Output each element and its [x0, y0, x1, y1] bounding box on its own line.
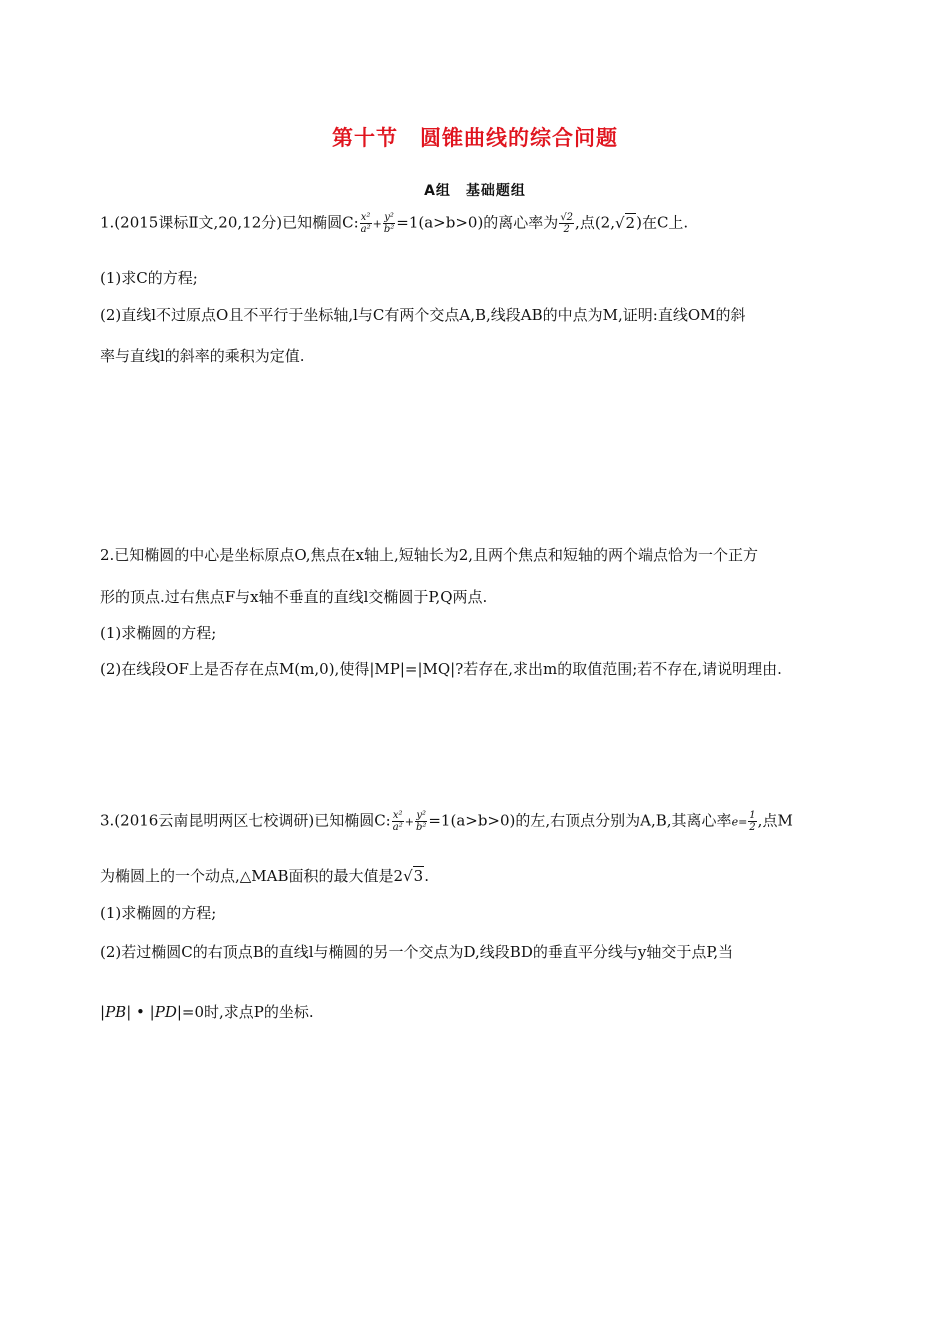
- q1-part1: (1)求C的方程;: [100, 269, 198, 287]
- q1-frac-x-num: x²: [360, 212, 371, 223]
- q1-ecc: [559, 212, 574, 235]
- q1-prefix: 1.(2015课标Ⅱ文,20,12分)已知椭圆C:: [100, 213, 359, 232]
- q2-line2: 形的顶点.过右焦点F与x轴不垂直的直线l交椭圆于P,Q两点.: [100, 588, 488, 606]
- q3-e-frac: [748, 810, 756, 833]
- q3-vector-condition: [100, 1002, 314, 1022]
- q2-part2: (2)在线段OF上是否存在点M(m,0),使得|MP|=|MQ|?若存在,求出m的取值范围;若不存在,请说明理由.: [100, 660, 782, 678]
- q3-e-den: 2: [749, 822, 756, 833]
- q3-line2: [100, 866, 429, 886]
- q1-part2-line1: (2)直线l不过原点O且不平行于坐标轴,l与C有两个交点A,B,线段AB的中点为M,证明:直线OM的斜: [100, 306, 746, 324]
- q1-ecc-num: √2: [560, 212, 574, 223]
- q1-suffix: )在C上.: [636, 213, 689, 232]
- q3-suffix: ,点M: [757, 811, 793, 830]
- q1-frac-x: [360, 212, 372, 235]
- q3-stem: [100, 810, 793, 833]
- q1-frac-y: [383, 212, 395, 235]
- q3-line2-suffix: .: [424, 867, 429, 885]
- q3-prefix: 3.(2016云南昆明两区七校调研)已知椭圆C:: [100, 811, 391, 830]
- q1-part2-line2: 率与直线l的斜率的乘积为定值.: [100, 347, 305, 365]
- q1-frac-y-den: b²: [383, 224, 395, 235]
- vector-pb: |PB|: [100, 1003, 132, 1021]
- q1-point-prefix: ,点(2,: [575, 213, 615, 232]
- vector-pd-label: PD: [154, 1003, 177, 1021]
- q3-e-label: e=: [731, 815, 748, 829]
- q3-sqrt-radicand: 3: [413, 867, 424, 885]
- q3-part2: (2)若过椭圆C的右顶点B的直线l与椭圆的另一个交点为D,线段BD的垂直平分线与y轴交于点P,当: [100, 943, 734, 961]
- q3-frac-x-num: x²: [392, 810, 403, 821]
- q3-line2-prefix: 为椭圆上的一个动点,△MAB面积的最大值是2: [100, 867, 404, 885]
- vector-pd: |PD|: [149, 1003, 182, 1021]
- section-title: 第十节 圆锥曲线的综合问题: [332, 126, 618, 150]
- q1-stem: [100, 212, 688, 235]
- q1-mid: =1(a>b>0)的离心率为: [396, 213, 559, 232]
- q1-frac-y-num: y²: [384, 212, 394, 223]
- q3-e-num: 1: [749, 810, 756, 821]
- vector-pb-label: PB: [105, 1003, 127, 1021]
- q2-part1: (1)求椭圆的方程;: [100, 624, 217, 642]
- q1-plus: +: [372, 217, 382, 231]
- q3-frac-y: [415, 810, 427, 833]
- q3-final: =0时,求点P的坐标.: [181, 1003, 314, 1021]
- q3-frac-y-num: y²: [416, 810, 426, 821]
- dot-product-symbol: •: [136, 1003, 145, 1021]
- q3-frac-x-den: a²: [392, 822, 403, 833]
- group-heading: A组 基础题组: [424, 183, 526, 199]
- q3-part1: (1)求椭圆的方程;: [100, 904, 217, 922]
- q2-line1: 2.已知椭圆的中心是坐标原点O,焦点在x轴上,短轴长为2,且两个焦点和短轴的两个端点恰为一个正方: [100, 546, 759, 564]
- q1-sqrt: √2: [614, 213, 636, 232]
- q3-mid: =1(a>b>0)的左,右顶点分别为A,B,其离心率: [428, 811, 732, 830]
- q1-ecc-den: 2: [563, 224, 570, 235]
- q1-frac-x-den: a²: [360, 224, 371, 235]
- q3-sqrt: √3: [403, 867, 424, 885]
- q3-frac-y-den: b²: [415, 822, 427, 833]
- q3-plus: +: [404, 815, 414, 829]
- q1-sqrt-radicand: 2: [625, 213, 636, 232]
- q3-frac-x: [392, 810, 404, 833]
